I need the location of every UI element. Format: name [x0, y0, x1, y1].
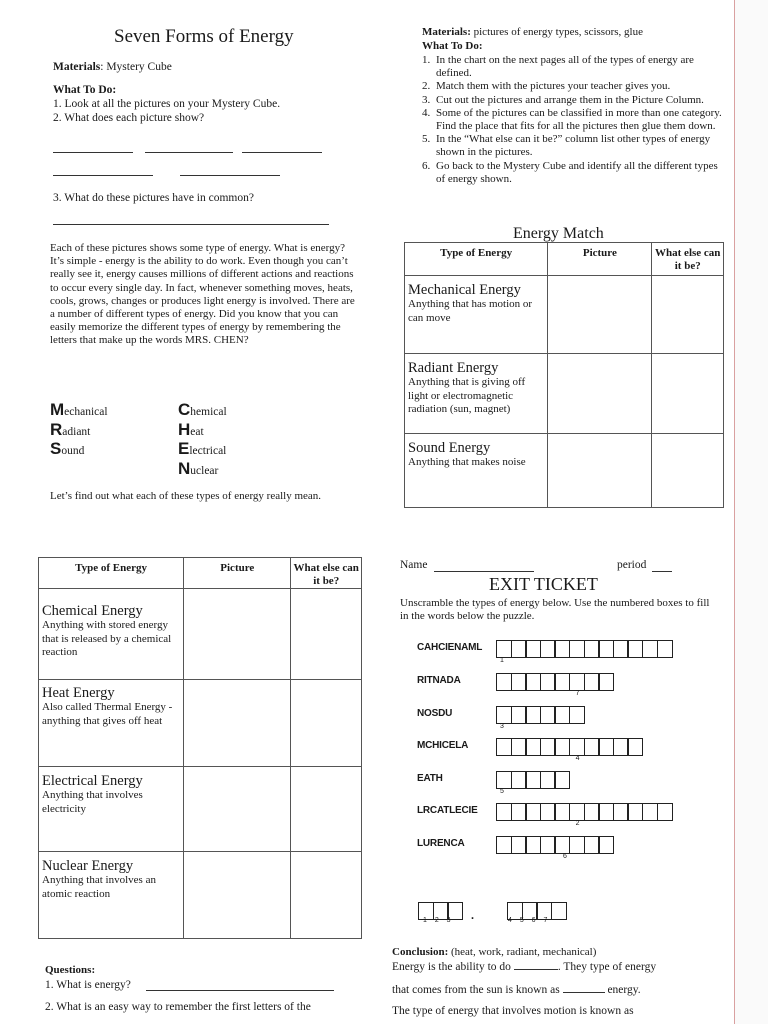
box-number: 7 — [575, 690, 580, 697]
step-number: 3. — [422, 93, 431, 106]
conclusion-sentence-2 — [392, 983, 641, 997]
step-item — [422, 133, 726, 159]
step-text: Go back to the Mystery Cube and identify all the different types of energy shown. — [436, 159, 718, 185]
letter-box-row[interactable] — [496, 706, 584, 724]
letter-box[interactable] — [511, 706, 527, 724]
scrambled-word: LRCATLECIE — [417, 805, 478, 816]
letter-box[interactable] — [613, 738, 629, 756]
letter-box[interactable] — [569, 738, 585, 756]
materials-label: Materials: — [422, 26, 471, 38]
mnemonic-word: adiant — [62, 425, 91, 438]
sheet1-question-3: 3. What do these pictures have in common? — [53, 192, 254, 204]
letter-box[interactable] — [613, 803, 629, 821]
letter-box[interactable] — [511, 738, 527, 756]
step-text: In the chart on the next pages all of the types of energy are defined. — [436, 54, 694, 80]
chen-mnemonic — [178, 400, 227, 478]
letter-box[interactable] — [554, 771, 570, 789]
materials-value: pictures of energy types, scissors, glue — [470, 26, 643, 38]
step-item — [422, 54, 726, 80]
box-number: 1 — [500, 657, 504, 664]
box-number: 5 — [500, 788, 504, 795]
letter-box-row[interactable] — [496, 673, 613, 691]
sheet2-steps — [422, 54, 726, 186]
letter-box[interactable] — [525, 771, 541, 789]
word-separator: . — [471, 908, 474, 922]
scrambled-word: NOSDU — [417, 708, 453, 719]
column-header: Picture — [184, 558, 291, 589]
letter-box[interactable] — [525, 738, 541, 756]
energy-type-cell — [405, 434, 548, 508]
letter-box[interactable] — [554, 673, 570, 691]
picture-cell[interactable] — [184, 767, 291, 852]
mnemonic-word: eat — [190, 425, 204, 438]
letter-box[interactable] — [627, 640, 643, 658]
what-else-cell[interactable] — [291, 767, 362, 852]
mnemonic-line — [50, 439, 108, 459]
step-text: Match them with the pictures your teacher gives you. — [436, 80, 671, 93]
column-header: What else can it be? — [291, 558, 362, 589]
scrambled-word: LURENCA — [417, 838, 465, 849]
mnemonic-line — [178, 459, 227, 479]
picture-cell[interactable] — [548, 354, 652, 434]
mnemonic-letter: H — [178, 419, 191, 439]
energy-name: Electrical Energy — [42, 773, 143, 789]
answer-blank[interactable] — [242, 152, 322, 153]
what-to-do-heading: What To Do: — [53, 84, 117, 96]
mnemonic-word: uclear — [190, 464, 219, 477]
letter-box[interactable] — [554, 706, 570, 724]
letter-box[interactable] — [584, 803, 600, 821]
what-else-cell[interactable] — [291, 680, 362, 767]
letter-box[interactable] — [613, 640, 629, 658]
letter-box[interactable] — [540, 640, 556, 658]
conclusion-sentence-3: The type of energy that involves motion is known as — [392, 1005, 634, 1017]
mnemonic-letter: E — [178, 439, 190, 458]
letter-box[interactable] — [496, 771, 512, 789]
what-else-cell[interactable] — [291, 852, 362, 939]
sheet1-step-1: 1. Look at all the pictures on your Mystery Cube. — [53, 98, 281, 110]
sheet2-materials — [422, 26, 643, 39]
energy-description: Anything that involves an atomic reaction — [42, 874, 156, 900]
sheet1-step-2: 2. What does each picture show? — [53, 112, 205, 124]
table-row — [405, 354, 724, 434]
energy-intro-paragraph: Each of these pictures shows some type of energy. What is energy? It’s simple - energy is the ability to do work. Even though you can’t really see it, energy causes millions of different actions and reactions to occur every single day. In fact, whenever something moves, heats, cools, grows, changes or produces light energy is involved. There are a number of different types of energy. Did you know that you can easily memorize the different types of energy by remembering the letters that make up the words MRS. CHEN? — [50, 242, 355, 347]
letter-box[interactable] — [496, 640, 512, 658]
scrambled-word: CAHCIENAML — [417, 642, 483, 653]
sentence-text: . They type of energy — [557, 961, 657, 973]
energy-match-table — [404, 242, 724, 508]
letter-box[interactable] — [511, 640, 527, 658]
table-row — [39, 680, 362, 767]
letter-box[interactable] — [496, 673, 512, 691]
step-number: 1. — [422, 54, 431, 66]
column-header: Type of Energy — [405, 243, 548, 276]
mnemonic-word: ound — [61, 445, 85, 457]
letter-box[interactable] — [554, 803, 570, 821]
letter-box[interactable] — [598, 673, 614, 691]
energy-types-table — [38, 557, 362, 939]
mnemonic-word: hemical — [190, 406, 227, 418]
column-header: Type of Energy — [39, 558, 184, 589]
energy-type-cell — [39, 767, 184, 852]
letter-box[interactable] — [569, 640, 585, 658]
letter-box[interactable] — [584, 738, 600, 756]
question-1: 1. What is energy? — [45, 979, 131, 991]
picture-cell[interactable] — [184, 852, 291, 939]
energy-description: Anything that involves electricity — [42, 789, 143, 815]
fill-blank[interactable] — [514, 969, 558, 970]
energy-name: Radiant Energy — [408, 360, 499, 376]
picture-cell[interactable] — [184, 680, 291, 767]
what-else-cell[interactable] — [652, 354, 724, 434]
answer-blank[interactable] — [146, 990, 334, 991]
box-numbers: 4 5 6 7 — [508, 917, 551, 924]
energy-type-cell — [405, 354, 548, 434]
energy-name: Nuclear Energy — [42, 858, 134, 874]
scrambled-word: RITNADA — [417, 675, 461, 686]
letter-box[interactable] — [569, 706, 585, 724]
letter-box[interactable] — [496, 706, 512, 724]
step-text: Some of the pictures can be classified in more than one category. Find the place that fits for all the pictures then glue them down. — [436, 106, 722, 133]
energy-name: Sound Energy — [408, 440, 491, 456]
letter-box[interactable] — [540, 673, 556, 691]
closing-text: Let’s find out what each of these types of energy really mean. — [50, 490, 322, 502]
step-item — [422, 160, 726, 186]
answer-blank[interactable] — [53, 224, 329, 225]
box-numbers: 1 2 3 — [423, 917, 454, 924]
conclusion-line — [392, 946, 596, 959]
name-label: Name — [400, 559, 428, 571]
box-number: 3 — [500, 723, 504, 730]
mnemonic-letter: R — [50, 419, 63, 439]
mnemonic-word: lectrical — [189, 445, 227, 457]
mnemonic-line — [178, 400, 227, 420]
what-to-do-heading: What To Do: — [422, 40, 483, 52]
mrs-mnemonic — [50, 400, 108, 459]
letter-box[interactable] — [657, 803, 673, 821]
mnemonic-letter: N — [178, 458, 191, 478]
name-field[interactable] — [434, 571, 534, 572]
period-label: period — [617, 559, 647, 571]
letter-box[interactable] — [540, 803, 556, 821]
exit-ticket-title: EXIT TICKET — [489, 574, 598, 594]
what-else-cell[interactable] — [652, 276, 724, 354]
box-number: 6 — [563, 853, 567, 860]
scrambled-word: MCHICELA — [417, 740, 469, 751]
energy-match-title: Energy Match — [513, 225, 604, 242]
letter-box[interactable] — [569, 673, 585, 691]
letter-box[interactable] — [540, 738, 556, 756]
energy-type-cell — [405, 276, 548, 354]
energy-name: Chemical Energy — [42, 603, 143, 619]
letter-box[interactable] — [598, 803, 614, 821]
what-else-cell[interactable] — [652, 434, 724, 508]
energy-type-cell — [39, 852, 184, 939]
table-row — [39, 767, 362, 852]
energy-description: Anything with stored energy that is released by a chemical reaction — [42, 619, 172, 658]
letter-box[interactable] — [569, 803, 585, 821]
letter-box[interactable] — [525, 836, 541, 854]
answer-blank[interactable] — [53, 175, 153, 176]
letter-box-row[interactable] — [496, 640, 671, 658]
questions-heading: Questions: — [45, 964, 96, 976]
table-row — [405, 434, 724, 508]
period-field[interactable] — [652, 571, 672, 572]
step-item — [422, 94, 726, 107]
sheet1-title: Seven Forms of Energy — [114, 26, 294, 47]
letter-box[interactable] — [657, 640, 673, 658]
what-else-cell[interactable] — [291, 589, 362, 680]
letter-box[interactable] — [496, 738, 512, 756]
table-row — [39, 852, 362, 939]
letter-box[interactable] — [525, 673, 541, 691]
step-number: 5. — [422, 133, 431, 146]
letter-box[interactable] — [525, 803, 541, 821]
question-2: 2. What is an easy way to remember the first letters of the — [45, 1001, 311, 1013]
energy-type-cell — [39, 589, 184, 680]
sheet1-materials — [53, 60, 172, 74]
mnemonic-line — [50, 420, 108, 440]
answer-blank[interactable] — [180, 175, 280, 176]
picture-cell[interactable] — [184, 589, 291, 680]
mnemonic-word: echanical — [64, 406, 108, 418]
mnemonic-letter: C — [178, 400, 191, 419]
letter-box[interactable] — [627, 738, 643, 756]
fill-blank[interactable] — [563, 992, 605, 993]
table-header-row — [405, 243, 724, 276]
page-edge-strip — [734, 0, 768, 1024]
step-item — [422, 107, 726, 133]
materials-label: Materials — [53, 61, 101, 73]
picture-cell[interactable] — [548, 276, 652, 354]
letter-box[interactable] — [496, 836, 512, 854]
step-item — [422, 80, 726, 93]
letter-box[interactable] — [584, 640, 600, 658]
answer-blank[interactable] — [53, 152, 133, 153]
step-text: In the “What else can it be?” column list other types of energy shown in the pictures. — [436, 133, 711, 159]
step-number: 2. — [422, 80, 431, 93]
energy-description: Anything that makes noise — [408, 456, 526, 468]
letter-box-row[interactable] — [496, 738, 642, 756]
column-header: What else can it be? — [652, 243, 724, 276]
sentence-text: energy. — [607, 984, 641, 996]
letter-box[interactable] — [540, 706, 556, 724]
step-text: Cut out the pictures and arrange them in the Picture Column. — [436, 93, 704, 106]
column-header: Picture — [548, 243, 652, 276]
step-number: 6. — [422, 159, 431, 172]
letter-box[interactable] — [642, 803, 658, 821]
energy-description: Also called Thermal Energy - anything that gives off heat — [42, 701, 173, 727]
letter-box[interactable] — [584, 836, 600, 854]
sentence-text: Energy is the ability to do — [392, 961, 511, 973]
letter-box[interactable] — [642, 640, 658, 658]
energy-description: Anything that is giving off light or electromagnetic radiation (sun, magnet) — [408, 376, 526, 415]
conclusion-sentence-1 — [392, 960, 656, 974]
letter-box[interactable] — [511, 803, 527, 821]
conclusion-options: (heat, work, radiant, mechanical) — [448, 946, 597, 958]
mnemonic-line — [178, 439, 227, 459]
table-row — [405, 276, 724, 354]
letter-box[interactable] — [554, 738, 570, 756]
letter-box[interactable] — [584, 673, 600, 691]
conclusion-label: Conclusion: — [392, 946, 449, 958]
energy-type-cell — [39, 680, 184, 767]
letter-box[interactable] — [540, 771, 556, 789]
energy-name: Heat Energy — [42, 685, 115, 701]
letter-box[interactable] — [554, 640, 570, 658]
letter-box[interactable] — [525, 640, 541, 658]
mnemonic-letter: M — [50, 400, 65, 419]
mnemonic-line — [178, 420, 227, 440]
scrambled-word: EATH — [417, 773, 443, 784]
letter-box[interactable] — [511, 836, 527, 854]
sentence-text: that comes from the sun is known as — [392, 984, 560, 996]
energy-description: Anything that has motion or can move — [408, 298, 533, 324]
table-header-row — [39, 558, 362, 589]
mnemonic-letter: S — [50, 439, 62, 458]
letter-box[interactable] — [598, 836, 614, 854]
energy-name: Mechanical Energy — [408, 282, 521, 298]
letter-box[interactable] — [511, 771, 527, 789]
letter-box[interactable] — [540, 836, 556, 854]
materials-value: : Mystery Cube — [100, 61, 172, 73]
letter-box[interactable] — [627, 803, 643, 821]
letter-box[interactable] — [598, 738, 614, 756]
letter-box[interactable] — [569, 836, 585, 854]
answer-blank[interactable] — [145, 152, 233, 153]
box-number: 4 — [575, 755, 580, 762]
letter-box[interactable] — [554, 836, 570, 854]
letter-box[interactable] — [525, 706, 541, 724]
step-number: 4. — [422, 106, 431, 119]
mnemonic-line — [50, 400, 108, 420]
letter-box-row[interactable] — [496, 836, 613, 854]
letter-box[interactable] — [511, 673, 527, 691]
letter-box-row[interactable] — [496, 803, 671, 821]
letter-box[interactable] — [598, 640, 614, 658]
letter-box[interactable] — [496, 803, 512, 821]
exit-ticket-instructions: Unscramble the types of energy below. Use the numbered boxes to fill in the words below the puzzle. — [400, 597, 710, 623]
picture-cell[interactable] — [548, 434, 652, 508]
table-row — [39, 589, 362, 680]
letter-box-row[interactable] — [496, 771, 569, 789]
box-number: 2 — [575, 820, 580, 827]
